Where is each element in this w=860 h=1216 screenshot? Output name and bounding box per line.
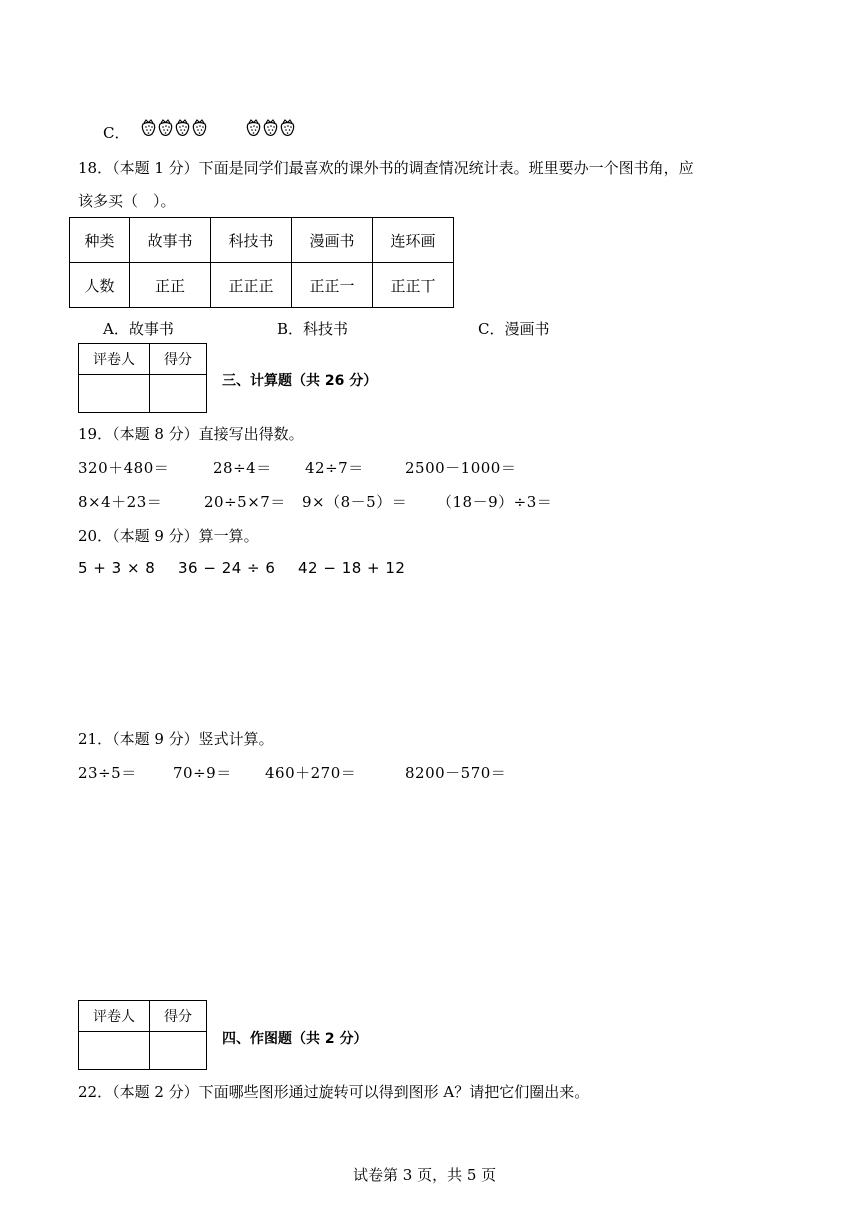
- table-cell: 正正一: [292, 263, 373, 308]
- score-blank: [150, 375, 207, 413]
- strawberry-icon: [157, 118, 174, 137]
- grader-label: 评卷人: [79, 344, 150, 375]
- section4-title: 四、作图题（共 2 分）: [222, 1031, 368, 1047]
- q22-title: 22．（本题 2 分）下面哪些图形通过旋转可以得到图形 A？请把它们圈出来。: [78, 1083, 590, 1101]
- q19-title: 19．（本题 8 分）直接写出得数。: [78, 425, 304, 443]
- strawberry-icon: [140, 118, 157, 137]
- table-cell: 人数: [70, 263, 130, 308]
- q18-line1: 18．（本题 1 分）下面是同学们最喜欢的课外书的调查情况统计表。班里要办一个图书角，应: [78, 159, 694, 177]
- q21-item: 23÷5＝: [78, 764, 137, 782]
- q21-item: 460＋270＝: [265, 764, 357, 782]
- strawberry-icon: [262, 118, 279, 137]
- survey-table: [69, 217, 454, 308]
- page-footer: 试卷第 3 页，共 5 页: [353, 1166, 497, 1184]
- section3-title: 三、计算题（共 26 分）: [222, 373, 378, 389]
- q21-item: 70÷9＝: [173, 764, 232, 782]
- table-cell: 故事书: [130, 218, 211, 263]
- table-cell: 正正丅: [373, 263, 454, 308]
- q18-option-b: B．科技书: [277, 320, 349, 338]
- q19-item: 42÷7＝: [305, 459, 364, 477]
- q21-title: 21．（本题 9 分）竖式计算。: [78, 730, 274, 748]
- table-cell: 正正正: [211, 263, 292, 308]
- strawberry-icon: [174, 118, 191, 137]
- strawberry-group-1: [140, 118, 208, 136]
- q17-option-c: [103, 112, 296, 143]
- table-cell: 种类: [70, 218, 130, 263]
- q19-item: 20÷5×7＝: [204, 493, 286, 511]
- grader-blank: [79, 375, 150, 413]
- q20-item: 42 − 18 + 12: [298, 559, 406, 577]
- grader-blank: [79, 1032, 150, 1070]
- score-label: 得分: [150, 1001, 207, 1032]
- grader-label: 评卷人: [79, 1001, 150, 1032]
- q19-item: 9×（8－5）＝: [302, 493, 408, 511]
- q18-line2: 该多买（ ）。: [78, 192, 176, 210]
- q19-item: 8×4＋23＝: [78, 493, 163, 511]
- strawberry-icon: [279, 118, 296, 137]
- score-blank: [150, 1032, 207, 1070]
- table-cell: 连环画: [373, 218, 454, 263]
- q19-item: 320＋480＝: [78, 459, 170, 477]
- table-cell: 漫画书: [292, 218, 373, 263]
- survey-header-row: [70, 218, 454, 263]
- table-cell: 科技书: [211, 218, 292, 263]
- strawberry-icon: [191, 118, 208, 137]
- q19-item: （18－9）÷3＝: [437, 493, 553, 511]
- survey-data-row: [70, 263, 454, 308]
- q19-item: 2500－1000＝: [405, 459, 517, 477]
- strawberry-icon: [245, 118, 262, 137]
- score-label: 得分: [150, 344, 207, 375]
- grader-box-section4: [78, 1000, 207, 1070]
- grader-box-section3: [78, 343, 207, 413]
- q20-item: 36 − 24 ÷ 6: [178, 559, 276, 577]
- q17-option-c-label: C．: [103, 124, 130, 142]
- q21-item: 8200－570＝: [405, 764, 507, 782]
- q20-title: 20．（本题 9 分）算一算。: [78, 527, 259, 545]
- table-cell: 正正: [130, 263, 211, 308]
- q18-option-c: C．漫画书: [478, 320, 550, 338]
- strawberry-group-2: [245, 118, 296, 136]
- q20-item: 5 + 3 × 8: [78, 559, 156, 577]
- q18-option-a: A．故事书: [103, 320, 174, 338]
- q19-item: 28÷4＝: [213, 459, 272, 477]
